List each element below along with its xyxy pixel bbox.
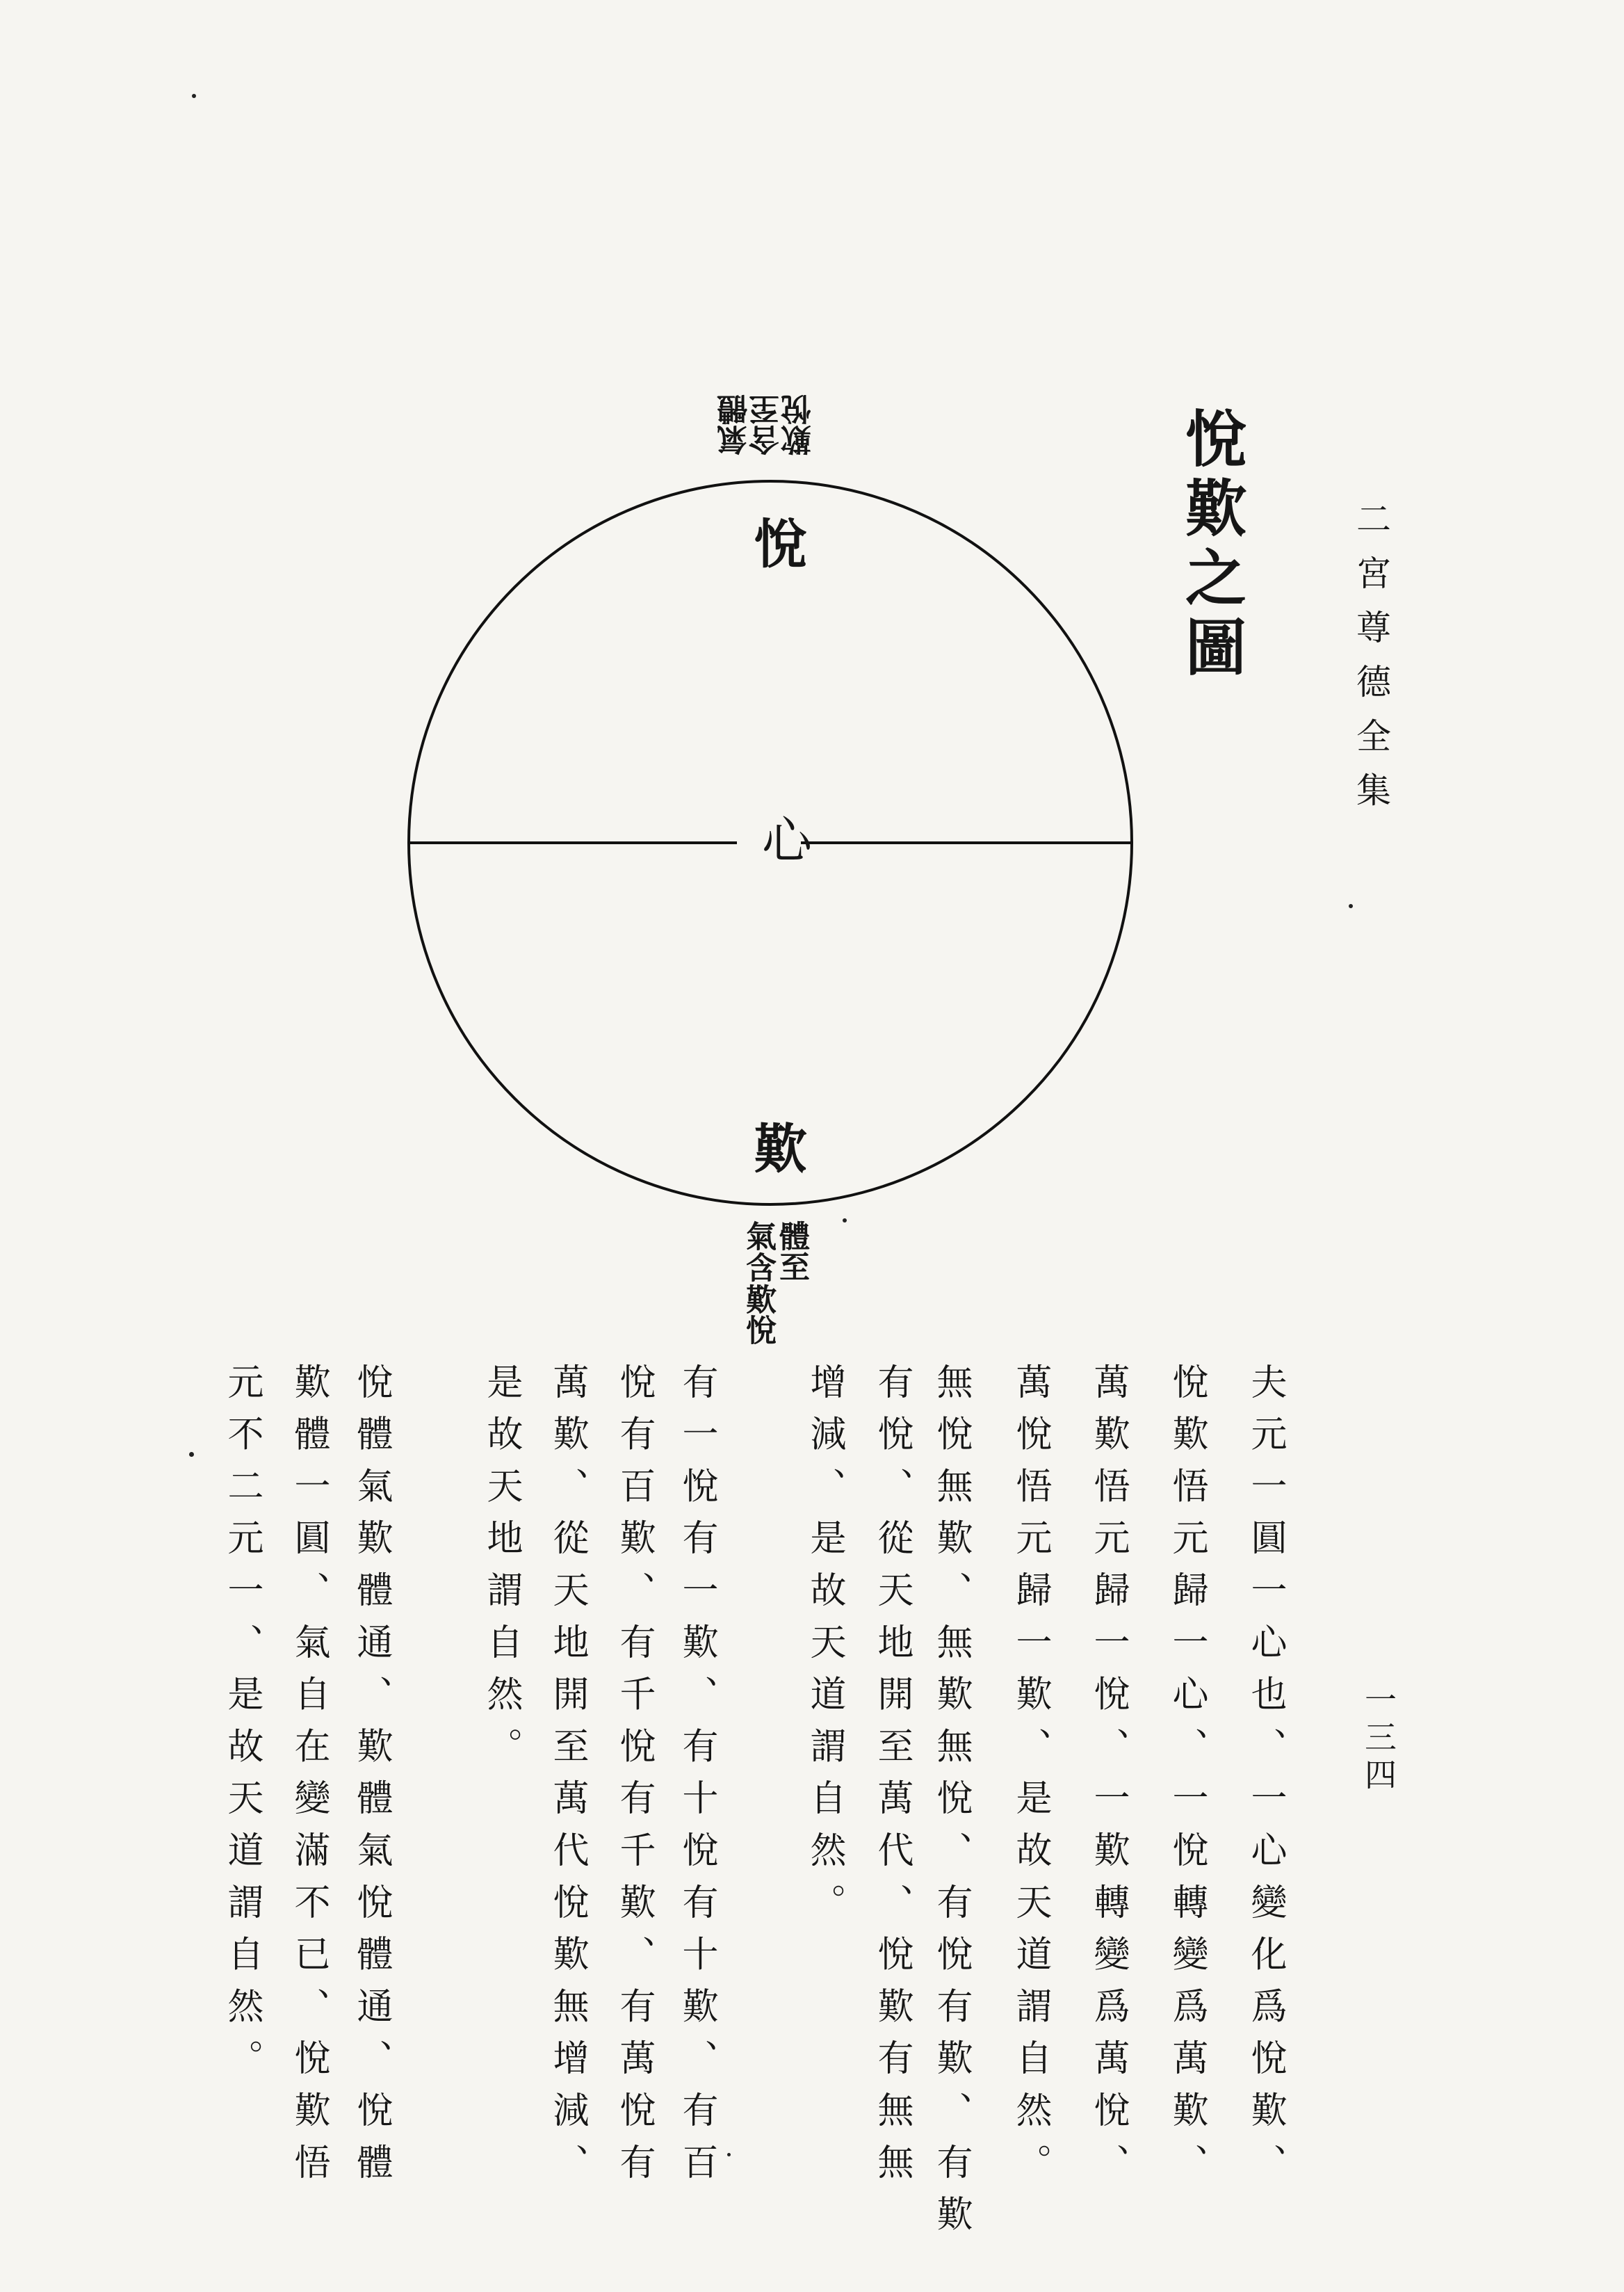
- figure-title: 悅歎之圖: [1176, 407, 1248, 685]
- paragraph-4-line-2: 歎體一圓、氣自在變滿不已、悅歎悟: [288, 1363, 330, 2195]
- top-annotation-col-3: 歎悅: [781, 394, 817, 455]
- scan-speck: [843, 1218, 847, 1222]
- top-annotation-col-1: 氣體: [717, 394, 753, 455]
- paragraph-2-line-2: 有悅、從天地開至萬代、悅歎有無無: [871, 1363, 913, 2195]
- bottom-annotation-col-1: 體至: [774, 1220, 809, 1282]
- diagram-bottom-label: 歎: [745, 1121, 807, 1174]
- page-number: 一三四: [1360, 1683, 1397, 1795]
- paragraph-4-line-3: 元不二元一、是故天道謂自然。: [221, 1363, 263, 2092]
- paragraph-1-line-4: 萬悅悟元歸一歎、是故天道謂自然。: [1009, 1363, 1051, 2195]
- paragraph-2-line-3: 增減、是故天道謂自然。: [804, 1363, 845, 1935]
- scan-speck: [189, 1452, 194, 1457]
- bottom-annotation-col-3: 歎悅: [740, 1284, 776, 1345]
- bottom-annotation-col-2: 含: [740, 1252, 776, 1282]
- running-header: 二宮尊德全集: [1351, 501, 1391, 826]
- paragraph-3-line-1: 有一悅有一歎、有十悅有十歎、有百: [676, 1363, 717, 2195]
- paragraph-2-line-1: 無悅無歎、無歎無悅、有悅有歎、有歎: [930, 1363, 972, 2247]
- paragraph-4-line-1: 悅體氣歎體通、歎體氣悅體通、悅體: [350, 1363, 392, 2195]
- paragraph-3-line-2: 悅有百歎、有千悅有千歎、有萬悅有: [613, 1363, 655, 2195]
- paragraph-1-line-2: 悅歎悟元歸一心、一悅轉變爲萬歎、: [1166, 1363, 1208, 2195]
- bottom-annotation-col-4: 氣: [740, 1220, 776, 1251]
- paragraph-1-line-3: 萬歎悟元歸一悅、一歎轉變爲萬悅、: [1087, 1363, 1129, 2195]
- scan-speck: [727, 2153, 731, 2156]
- top-annotation-col-2: 含至: [749, 394, 785, 455]
- paragraph-3-line-4: 是故天地謂自然。: [480, 1363, 522, 1779]
- diagram-top-label: 悅: [745, 516, 807, 569]
- paragraph-3-line-3: 萬歎、從天地開至萬代悅歎無增減、: [546, 1363, 588, 2195]
- scan-speck: [1349, 904, 1353, 908]
- diagram-center-label: 心: [754, 814, 812, 864]
- top-annotation: [717, 351, 818, 469]
- paragraph-1-line-1: 夫元一圓一心也、一心變化爲悅歎、: [1244, 1363, 1286, 2195]
- scan-speck: [192, 94, 196, 98]
